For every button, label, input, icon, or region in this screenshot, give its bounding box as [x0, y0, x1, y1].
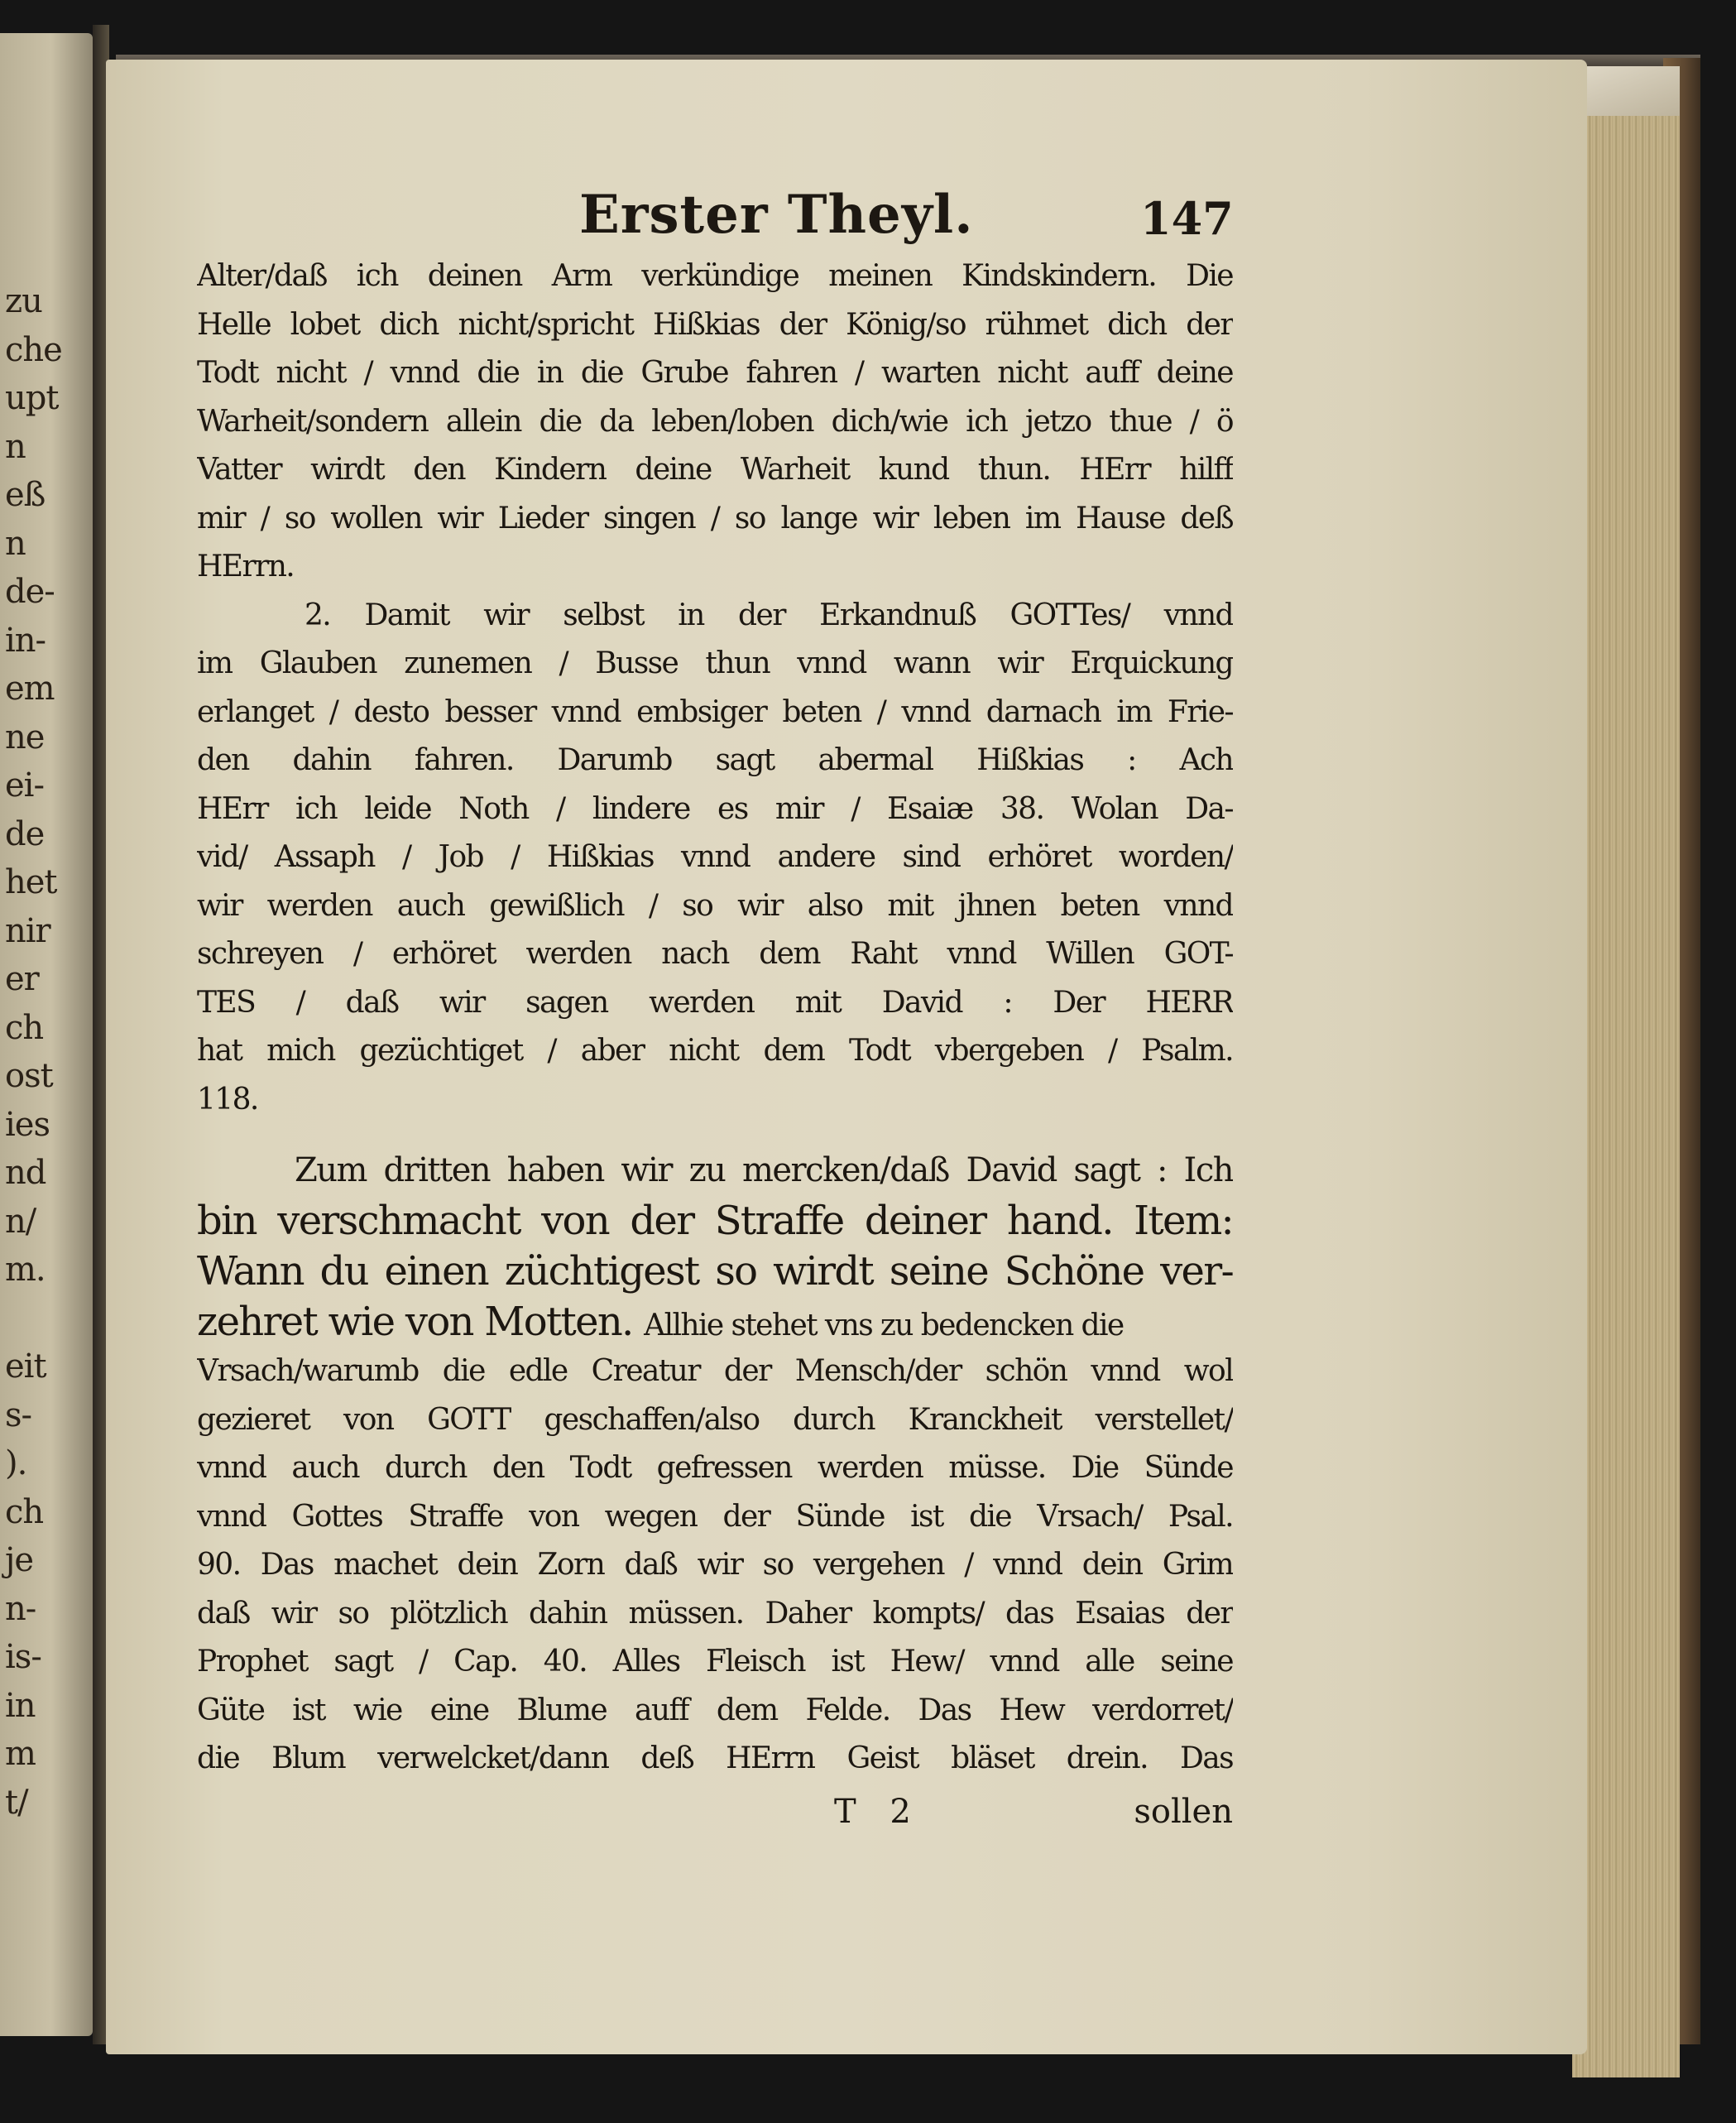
previous-page-fragment: in: [5, 1686, 36, 1725]
paragraph-1: [197, 252, 1233, 592]
text-line: Wann du einen züchtigest so wirdt seine Schöne ver-: [197, 1248, 1233, 1294]
previous-page-fragment: em: [5, 670, 55, 708]
text-line: Warheit/sondern allein die da leben/loben dich/wie ich jetzo thue / ö: [197, 404, 1233, 439]
previous-page-fragment: che: [5, 330, 62, 369]
signature-mark: T 2: [834, 1793, 923, 1831]
previous-page-fragment: ne: [5, 718, 45, 756]
paragraph-3-continued: [197, 1347, 1233, 1784]
previous-page-fragment: eß: [5, 476, 46, 514]
text-line: den dahin fahren. Darumb sagt abermal Hißkias : Ach: [197, 743, 1233, 777]
text-line: daß wir so plötzlich dahin müssen. Daher kompts/ das Esaias der: [197, 1596, 1233, 1631]
text-block: [197, 252, 1233, 1784]
text-line: vnnd auch durch den Todt gefressen werden müsse. Die Sünde: [197, 1451, 1233, 1485]
text-line: Prophet sagt / Cap. 40. Alles Fleisch ist Hew/ vnnd alle seine: [197, 1645, 1233, 1679]
previous-page-fragment: t/: [5, 1783, 28, 1822]
previous-page-fragment: zu: [5, 282, 42, 320]
page-number: 147: [1140, 192, 1234, 245]
previous-page-fragment: nir: [5, 911, 50, 950]
previous-page-fragment: n: [5, 524, 26, 563]
page-header: [0, 184, 1736, 246]
previous-page-fragment: er: [5, 960, 39, 998]
text-line: wir werden auch gewißlich / so wir also mit jhnen beten vnnd: [197, 888, 1233, 923]
text-line: HErrn.: [197, 550, 295, 584]
previous-page-fragment: ch: [5, 1008, 44, 1047]
large-text-run: zehret wie von Motten.: [197, 1299, 633, 1345]
catchword: sollen: [1134, 1793, 1233, 1831]
previous-page-fragment: n: [5, 427, 26, 466]
text-line: TES / daß wir sagen werden mit David : Der HERR: [197, 985, 1233, 1020]
text-line: Vatter wirdt den Kindern deine Warheit kund thun. HErr hilff: [197, 453, 1233, 487]
previous-page-fragment: het: [5, 863, 57, 901]
text-line: mir / so wollen wir Lieder singen / so lange wir leben im Hause deß: [197, 501, 1233, 536]
previous-page-fragment: nd: [5, 1154, 46, 1192]
text-line: Helle lobet dich nicht/spricht Hißkias der König/so rühmet dich der: [197, 307, 1233, 342]
previous-page-fragment: ost: [5, 1057, 53, 1095]
page-edges: [1572, 99, 1680, 2077]
previous-page-fragment: m: [5, 1735, 36, 1773]
previous-page-fragment: ch: [5, 1492, 44, 1531]
text-line: Todt nicht / vnnd die in die Grube fahren / warten nicht auff deine: [197, 356, 1233, 390]
paragraph-2: [197, 592, 1233, 1125]
text-line: Alter/daß ich deinen Arm verkündige meinen Kindskindern. Die: [197, 259, 1233, 293]
text-line: vid/ Assaph / Job / Hißkias vnnd andere sind erhöret worden/: [197, 840, 1233, 874]
text-line: hat mich gezüchtiget / aber nicht dem Todt vbergeben / Psalm.: [197, 1034, 1233, 1068]
text-line: 90. Das machet dein Zorn daß wir so vergehen / vnnd dein Grim: [197, 1548, 1233, 1582]
previous-page-fragment: m.: [5, 1251, 46, 1289]
text-line: HErr ich leide Noth / lindere es mir / Esaiæ 38. Wolan Da-: [197, 791, 1233, 826]
previous-page-fragment: upt: [5, 379, 59, 417]
previous-page-fragment: ).: [5, 1444, 27, 1482]
text-line: gezieret von GOTT geschaffen/also durch Kranckheit verstellet/: [197, 1402, 1233, 1437]
previous-page-fragment: de-: [5, 573, 55, 611]
text-line: 118.: [197, 1082, 258, 1117]
previous-page-fragment: in-: [5, 621, 46, 660]
previous-page-fragment: ei-: [5, 766, 44, 805]
previous-page-fragment: n-: [5, 1589, 36, 1628]
running-head: Erster Theyl.: [579, 184, 974, 246]
text-line: die Blum verwelcket/dann deß HErrn Geist bläset drein. Das: [197, 1741, 1233, 1775]
previous-page-fragment: eit: [5, 1347, 46, 1386]
previous-page-fragment: [5, 1294, 55, 1343]
paragraph-3: [197, 1146, 1233, 1347]
text-line: 2. Damit wir selbst in der Erkandnuß GOTTes/ vnnd: [305, 598, 1233, 632]
previous-page-fragment: de: [5, 814, 45, 853]
text-line: Vrsach/warumb die edle Creatur der Mensch/der schön vnnd wol: [197, 1354, 1233, 1388]
previous-page-fragment: is-: [5, 1638, 41, 1676]
previous-page-fragment: n/: [5, 1202, 36, 1241]
text-line: Güte ist wie eine Blume auff dem Felde. Das Hew verdorret/: [197, 1693, 1233, 1727]
previous-page-fragment: s-: [5, 1395, 32, 1434]
page-footer: [197, 1793, 1233, 1842]
previous-page-fragment: ies: [5, 1105, 50, 1144]
text-line: bin verschmacht von der Straffe deiner hand. Item:: [197, 1198, 1233, 1244]
small-text-run: Allhie stehet vns zu bedencken die: [644, 1309, 1124, 1342]
text-line: vnnd Gottes Straffe von wegen der Sünde ist die Vrsach/ Psal.: [197, 1499, 1233, 1534]
text-line: im Glauben zunemen / Busse thun vnnd wann wir Erquickung: [197, 646, 1233, 680]
text-line: Zum dritten haben wir zu mercken/daß David sagt : Ich: [295, 1151, 1233, 1189]
text-line: schreyen / erhöret werden nach dem Raht vnnd Willen GOT-: [197, 937, 1233, 971]
previous-page-fragment: je: [5, 1541, 34, 1579]
previous-page-text-fragments: [5, 277, 62, 1827]
text-line: erlanget / desto besser vnnd embsiger beten / vnnd darnach im Frie-: [197, 694, 1233, 729]
text-line-mixed: [197, 1297, 1233, 1347]
